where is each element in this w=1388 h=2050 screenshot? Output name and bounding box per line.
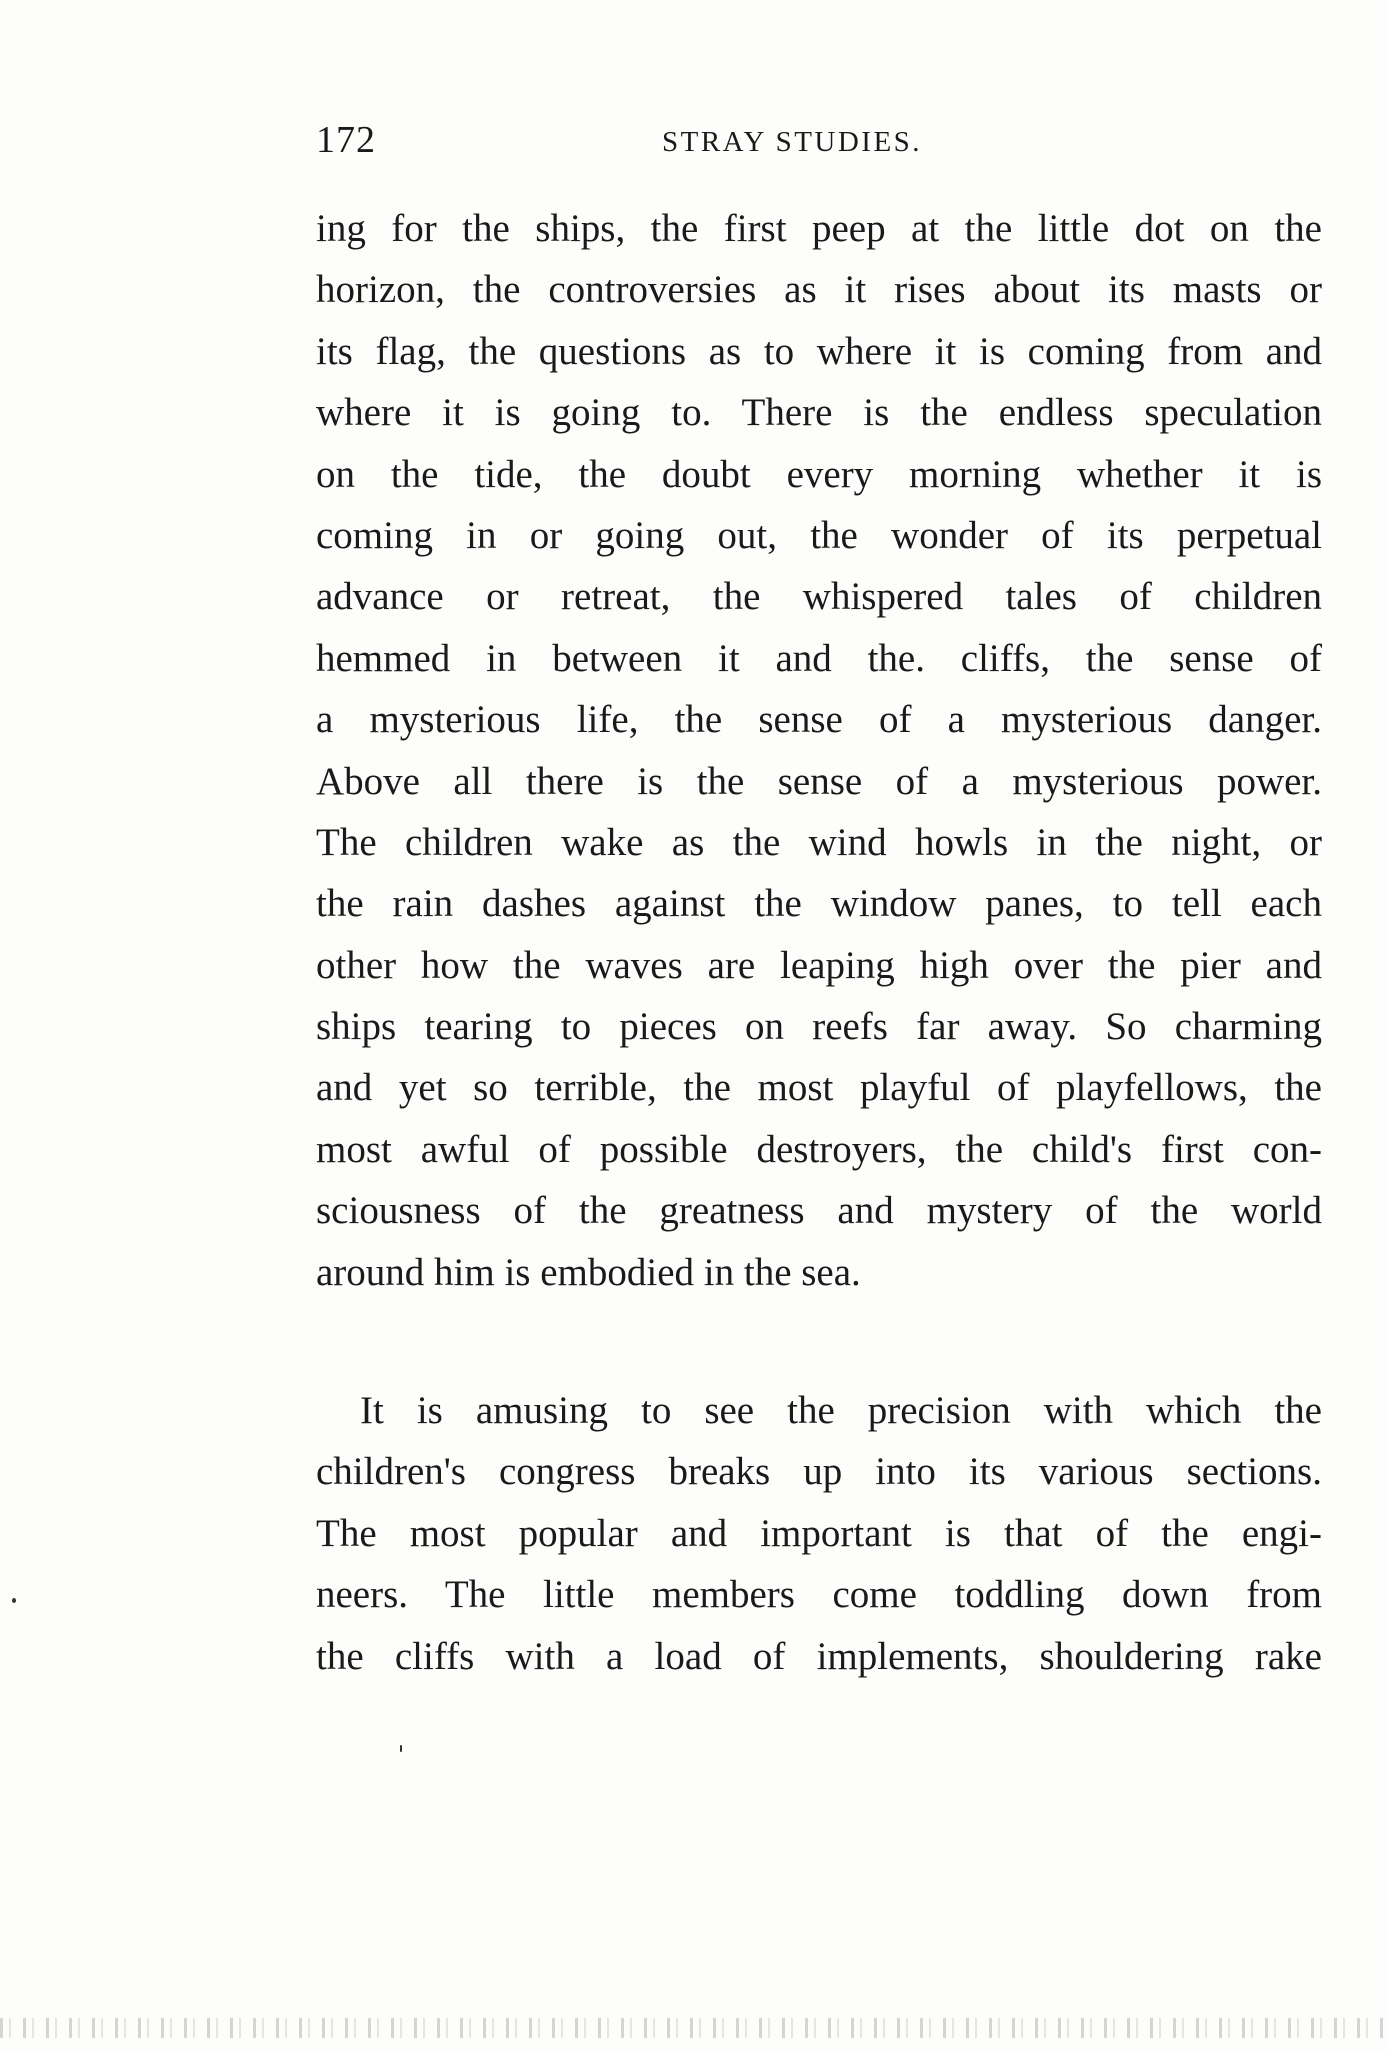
text-line: and yet so terrible, the most playful of playfellows, the — [316, 1066, 1322, 1110]
text-line: other how the waves are leaping high over the pier and — [316, 943, 1322, 987]
text-line: most awful of possible destroyers, the child's first con- — [316, 1127, 1322, 1171]
text-line: the cliffs with a load of implements, shouldering rake — [316, 1634, 1322, 1678]
text-line: horizon, the controversies as it rises about its masts or — [316, 268, 1322, 312]
text-line: where it is going to. There is the endless speculation — [316, 391, 1322, 435]
text-line: ing for the ships, the first peep at the little dot on the — [316, 207, 1322, 250]
text-line: hemmed in between it and the. cliffs, the sense of — [316, 636, 1322, 680]
scan-speck — [400, 1745, 402, 1752]
text-line: coming in or going out, the wonder of its perpetual — [316, 513, 1322, 557]
text-line: a mysterious life, the sense of a mysterious danger. — [316, 698, 1322, 742]
text-line: on the tide, the doubt every morning whether it is — [316, 452, 1322, 496]
paragraph — [316, 198, 1322, 1303]
text-line: neers. The little members come toddling down from — [316, 1573, 1322, 1617]
page-number: 172 — [316, 119, 376, 161]
page-header — [316, 118, 1322, 168]
scan-edge-noise — [0, 2018, 1388, 2038]
text-line: The children wake as the wind howls in the night, or — [316, 820, 1322, 864]
scan-speck — [12, 1598, 16, 1603]
running-head: STRAY STUDIES. — [662, 126, 923, 158]
text-line: Above all there is the sense of a mysterious power. — [316, 759, 1322, 803]
text-line: its flag, the questions as to where it is coming from and — [316, 329, 1322, 373]
text-line: around him is embodied in the sea. — [316, 1250, 861, 1294]
text-line: advance or retreat, the whispered tales of children — [316, 575, 1322, 619]
text-line: The most popular and important is that of the engi- — [316, 1511, 1322, 1555]
text-line: sciousness of the greatness and mystery of the world — [316, 1189, 1322, 1233]
text-line: ships tearing to pieces on reefs far away. So charming — [316, 1005, 1322, 1049]
text-line: children's congress breaks up into its various sections. — [316, 1450, 1322, 1494]
text-line: the rain dashes against the window panes, to tell each — [316, 882, 1322, 926]
text-line: It is amusing to see the precision with which the — [360, 1389, 1322, 1432]
paragraph — [316, 1380, 1322, 1687]
